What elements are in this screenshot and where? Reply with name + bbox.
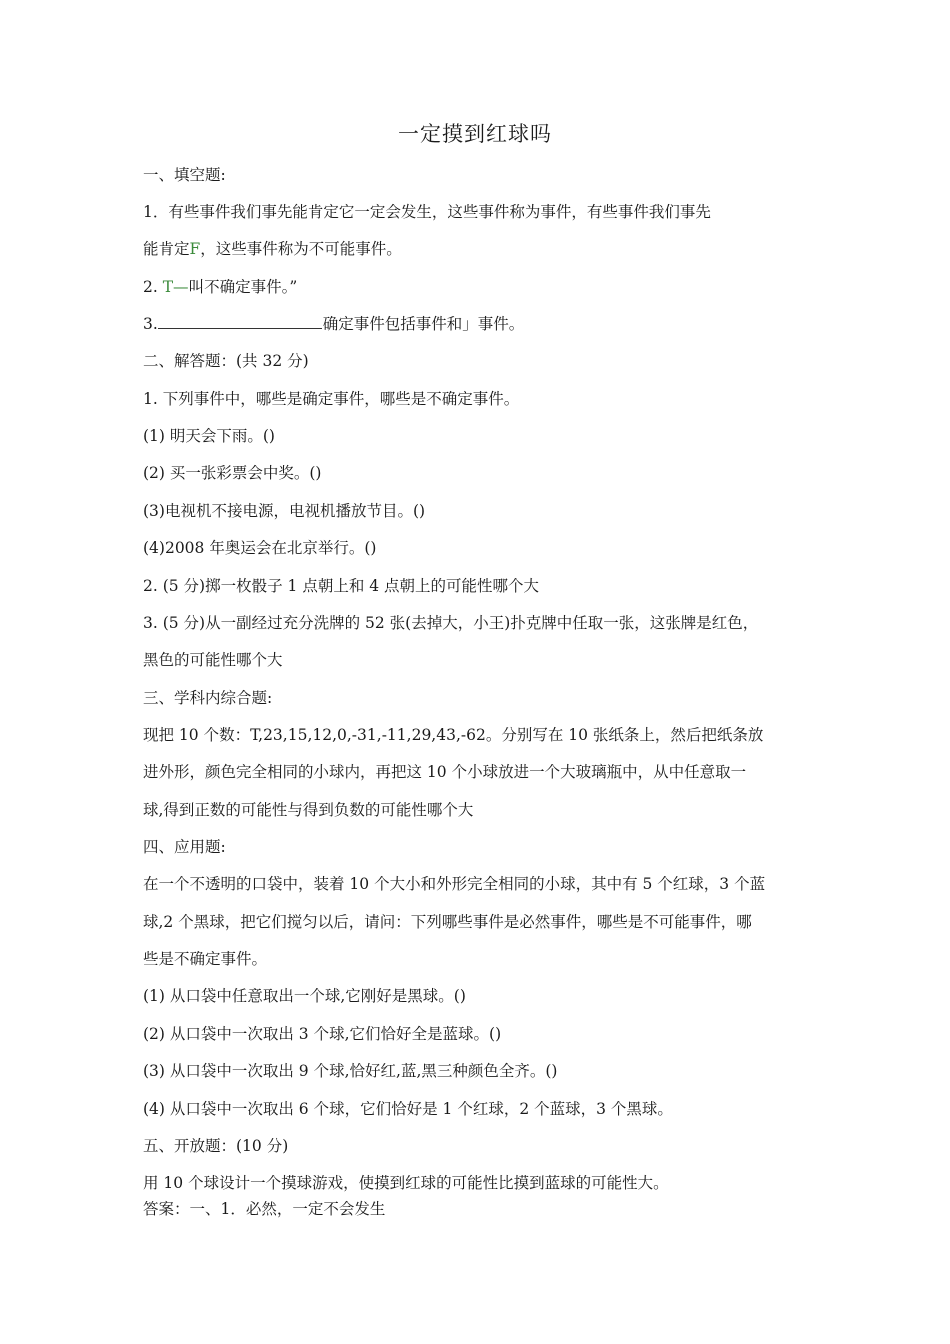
question-2-1-item-3: (3)电视机不接电源，电视机播放节目。() bbox=[143, 502, 426, 520]
question-2-1-item-2: (2) 买一张彩票会中奖。() bbox=[143, 464, 322, 482]
section-3-heading: 三、学科内综合题: bbox=[143, 689, 273, 707]
question-1-1-line-1: 1．有些事件我们事先能肯定它一定会发生，这些事件称为事件，有些事件我们事先 bbox=[143, 203, 711, 221]
section-5-text: 用 10 个球设计一个摸球游戏，使摸到红球的可能性比摸到蓝球的可能性大。 bbox=[143, 1174, 669, 1192]
section-4-item-1: (1) 从口袋中任意取出一个球,它刚好是黑球。() bbox=[143, 987, 466, 1005]
section-2-heading: 二、解答题：(共 32 分) bbox=[143, 352, 309, 370]
section-1-heading: 一、填空题: bbox=[143, 166, 226, 184]
section-5-heading: 五、开放题：(10 分) bbox=[143, 1137, 289, 1155]
question-1-1-mark: F bbox=[189, 240, 201, 258]
section-3-line-2: 进外形，颜色完全相同的小球内，再把这 10 个小球放进一个大玻璃瓶中，从中任意取一 bbox=[143, 763, 747, 781]
question-2-1: 1. 下列事件中，哪些是确定事件，哪些是不确定事件。 bbox=[143, 390, 520, 408]
question-1-2 bbox=[143, 277, 297, 297]
question-2-1-item-4: (4)2008 年奥运会在北京举行。() bbox=[143, 539, 377, 557]
section-4-line-3: 些是不确定事件。 bbox=[143, 950, 268, 968]
question-1-2-number: 2. bbox=[143, 278, 163, 296]
section-4-line-1: 在一个不透明的口袋中，装着 10 个大小和外形完全相同的小球，其中有 5 个红球，3 个蓝 bbox=[143, 875, 766, 893]
question-1-2-mark: T— bbox=[162, 278, 189, 296]
question-1-3-text: 确定事件包括事件和」事件。 bbox=[322, 315, 525, 333]
question-1-2-text: 叫不确定事件。” bbox=[188, 278, 298, 296]
section-3-line-3: 球,得到正数的可能性与得到负数的可能性哪个大 bbox=[143, 801, 474, 819]
section-4-item-4: (4) 从口袋中一次取出 6 个球，它们恰好是 1 个红球，2 个蓝球，3 个黑球。 bbox=[143, 1100, 673, 1118]
question-2-2: 2. (5 分)掷一枚骰子 1 点朝上和 4 点朝上的可能性哪个大 bbox=[143, 577, 540, 595]
section-4-heading: 四、应用题: bbox=[143, 838, 226, 856]
question-2-3-line-1: 3. (5 分)从一副经过充分洗牌的 52 张(去掉大，小王)扑克牌中任取一张，这张牌是红色， bbox=[143, 614, 759, 632]
question-1-1-text-b: ，这些事件称为不可能事件。 bbox=[200, 240, 402, 258]
question-1-1-line-2 bbox=[143, 239, 402, 259]
section-4-item-2: (2) 从口袋中一次取出 3 个球,它们恰好全是蓝球。() bbox=[143, 1025, 502, 1043]
section-3-line-1: 现把 10 个数：T,23,15,12,0,-31,-11,29,43,-62。分别写在 10 张纸条上，然后把纸条放 bbox=[143, 726, 764, 744]
section-4-line-2: 球,2 个黑球，把它们搅匀以后，请问：下列哪些事件是必然事件，哪些是不可能事件，哪 bbox=[143, 913, 752, 931]
question-2-3-line-2: 黑色的可能性哪个大 bbox=[143, 651, 283, 669]
question-1-1-text-a: 能肯定 bbox=[143, 240, 190, 258]
answer-blank-line bbox=[158, 314, 322, 329]
question-1-3-number: 3. bbox=[143, 315, 158, 333]
section-4-item-3: (3) 从口袋中一次取出 9 个球,恰好红,蓝,黑三种颜色全齐。() bbox=[143, 1062, 558, 1080]
page-title: 一定摸到红球吗 bbox=[398, 122, 552, 146]
answer-line: 答案：一、1．必然，一定不会发生 bbox=[143, 1200, 386, 1218]
question-2-1-item-1: (1) 明天会下雨。() bbox=[143, 427, 275, 445]
question-1-3 bbox=[143, 314, 524, 334]
